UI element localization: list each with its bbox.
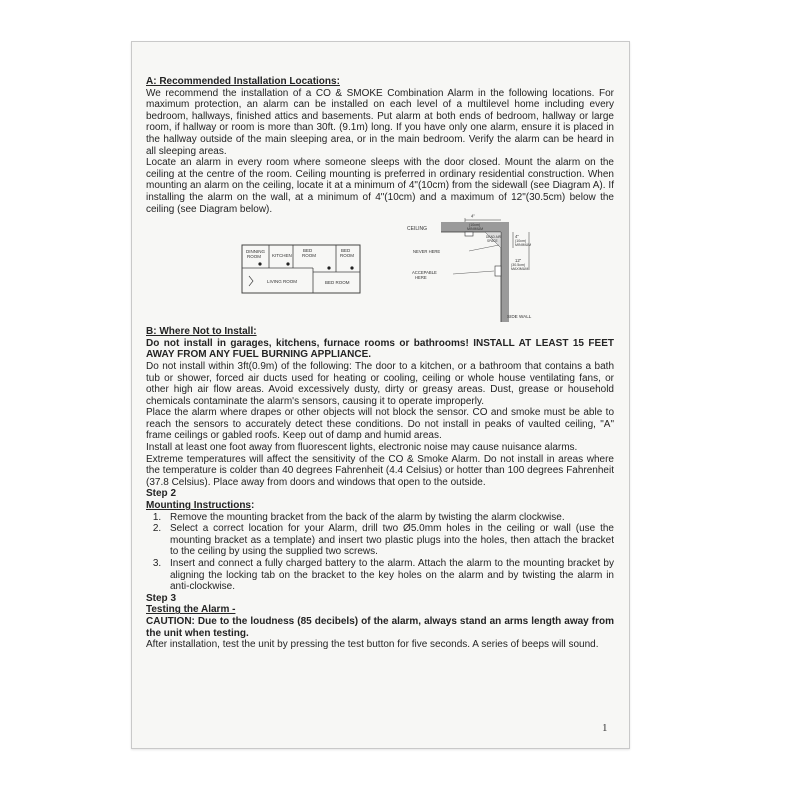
label-dining-room: DINNING <box>246 249 265 255</box>
mounting-heading-colon: : <box>251 500 255 512</box>
dead-air-label: DEAD AIR <box>486 235 501 240</box>
mounting-steps-list <box>146 512 614 593</box>
label-bedroom-2: BED <box>341 248 351 254</box>
wall-max-label: (30.5cm) <box>511 263 526 268</box>
dead-air-label: SPACE <box>487 239 498 244</box>
testing-paragraph: After installation, test the unit by pressing the test button for five seconds. A series of beeps will sound. <box>146 639 599 651</box>
installation-diagrams <box>146 213 614 322</box>
page-number: 1 <box>602 722 608 734</box>
testing-heading: Testing the Alarm - <box>146 604 236 616</box>
mounting-step: 3. Insert and connect a fully charged battery to the alarm. Attach the alarm to the mounting bracket by aligning the locking tab on the bracket to the key holes on the alarm and by twisting the alarm in anti-clockwise. <box>164 558 614 593</box>
alarm-marker <box>350 267 353 270</box>
label-dining-room: ROOM <box>247 254 261 260</box>
mounting-instructions-heading <box>146 500 614 512</box>
sheet-content <box>146 76 614 651</box>
acceptable-here-label: ACCEPABLE <box>412 270 437 276</box>
alarm-marker <box>327 267 330 270</box>
label-kitchen: KITCHEN <box>272 253 292 259</box>
wall-max-label: 12" <box>515 258 522 264</box>
testing-caution: CAUTION: Due to the loudness (85 decibels) of the alarm, always stand an arms length away from the unit when testing. <box>146 615 614 639</box>
dimension-top-label: MINIMUM <box>467 227 484 232</box>
step-3-label: Step 3 <box>146 592 177 604</box>
mounting-step: 1. Remove the mounting bracket from the back of the alarm by twisting the alarm clockwise. <box>164 512 614 524</box>
mounting-heading-text: Mounting Instructions <box>146 500 251 512</box>
section-b-paragraph: Install at least one foot away from fluorescent lights, electronic noise may cause nuisance alarms. <box>146 442 578 454</box>
alarm-marker <box>286 263 289 266</box>
wall-min-label: (10cm) <box>515 239 527 244</box>
section-b-paragraph: Extreme temperatures will affect the sensitivity of the CO & Smoke Alarm. Do not install in areas where the temperature is colder than 40 degrees Fahrenheit (4.4 Celsius) or hotter than 100 degrees Fahrenheit (37.8 Celsius). Place away from doors and windows that open to the outside. <box>146 453 614 488</box>
alarm-marker <box>258 263 261 266</box>
section-b-paragraph: Place the alarm where drapes or other objects will not block the sensor. CO and smoke must be able to reach the sensors to accurately detect these conditions. Do not install in peaks of vaulted ceiling, "A" frame ceilings or gabled roofs. Keep out of damp and humid areas. <box>146 407 614 442</box>
label-living-room: LIVING ROOM <box>267 279 298 285</box>
section-b-paragraph: Do not install within 3ft(0.9m) of the following: The door to a kitchen, or a bathroom that contains a bath tub or shower, forced air ducts used for heating or cooling, ceiling or whole house ventilating fans, or other high air flow areas. Avoid excessively dusty, dirty or greasy areas. Dust, grease or household chemicals contaminate the alarm's sensors, causing it to operate improperly. <box>146 360 614 407</box>
dimension-top-label: 4" <box>471 213 475 219</box>
dimension-top-label: (10cm) <box>469 223 481 228</box>
wall-min-label: MINIMUM <box>515 243 532 248</box>
label-bedroom-3: BED ROOM <box>325 280 350 286</box>
side-wall-label: SIDE WALL <box>507 314 532 320</box>
wall-alarm-icon <box>495 266 501 276</box>
ceiling-wall-diagram <box>403 213 573 322</box>
label-bedroom-1: BED <box>303 248 313 254</box>
label-bedroom-2: ROOM <box>340 253 354 259</box>
section-a-paragraph: We recommend the installation of a CO & SMOKE Combination Alarm in the following locations. For maximum protection, an alarm can be installed on each level of a multilevel home including every bedroom, hallways, finished attics and basements. Put alarm at both ends of bedroom, hallway or large room, if hallway or room is more than 30ft. (9.1m) long. If you have only one alarm, ensure it is placed in the hallway outside of the main sleeping area, or in the main bedroom. Verify the alarm can be heard in all sleeping areas. <box>146 87 614 157</box>
mounting-step: 2. Select a correct location for your Alarm, drill two Ø5.0mm holes in the ceiling or wall (use the mounting bracket as a template) and insert two plastic plugs into the holes, then attach the bracket to the ceiling by using the supplied two screws. <box>164 523 614 558</box>
instruction-sheet <box>131 41 630 749</box>
section-a-heading: A: Recommended Installation Locations: <box>146 76 340 87</box>
step-2-label: Step 2 <box>146 488 177 500</box>
section-b-heading: B: Where Not to Install: <box>146 326 257 338</box>
wall-min-label: 4" <box>515 234 519 240</box>
label-bedroom-1: ROOM <box>302 253 316 259</box>
section-a-paragraph: Locate an alarm in every room where someone sleeps with the door closed. Mount the alarm on the ceiling at the centre of the room. Ceiling mounting is preferred in ordinary residential construction. When mounting an alarm on the ceiling, locate it at a minimum of 4"(10cm) from the sidewall (see Diagram A). If installing the alarm on the wall, at a minimum of 4"(10cm) and a maximum of 12"(30.5cm) below the ceiling (see Diagram below). <box>146 157 614 215</box>
ceiling-label: CEILING <box>407 226 428 233</box>
wall-max-label: MAXIMUM <box>511 267 529 272</box>
ceiling-alarm-icon <box>465 232 473 236</box>
acceptable-here-label: HERE <box>415 275 427 281</box>
section-b-warning: Do not install in garages, kitchens, furnace rooms or bathrooms! INSTALL AT LEAST 15 FEET AWAY FROM ANY FUEL BURNING APPLIANCE. <box>146 337 614 361</box>
floor-plan-diagram <box>241 244 361 294</box>
never-here-label: NEVER HERE <box>413 249 441 255</box>
